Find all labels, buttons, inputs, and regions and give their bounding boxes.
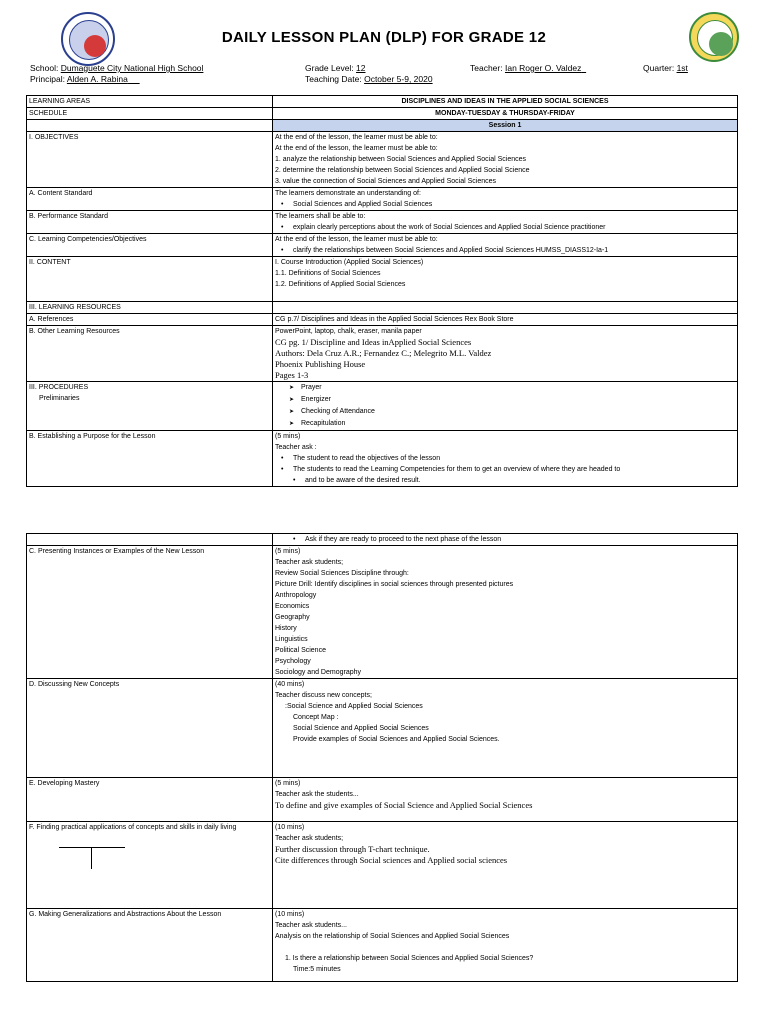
quarter-line: Quarter: 1st [643,63,688,73]
preliminaries-content: ➤ Prayer ➤ Energizer ➤ Checking of Attendance ➤ Recapitulation [273,382,738,431]
teacher-value: Ian Roger O. Valdez [504,63,582,73]
school-value: Dumaguete City National High School [60,63,204,73]
table-row [27,546,738,679]
principal-value: Alden A. Rabina [66,74,128,84]
t-chart-diagram [29,833,270,873]
generalizations-label: G. Making Generalizations and Abstractions About the Lesson [27,909,273,982]
presenting-label: C. Presenting Instances or Examples of the New Lesson [27,546,273,679]
table-row [27,382,738,431]
table-row [27,188,738,211]
teacher-line: Teacher: Ian Roger O. Valdez [470,63,586,74]
discussing-label: D. Discussing New Concepts [27,679,273,778]
table-row [27,314,738,326]
table-row: • Ask if they are ready to proceed to the next phase of the lesson [27,534,738,546]
presenting-content: (5 mins) Teacher ask students; Review Social Sciences Discipline through: Picture Drill: Identify disciplines in social sciences through presented pictures Anthropology Economics Geography History Linguistics Political Science Psychology Sociology and Demography [273,546,738,679]
performance-standard-label: B. Performance Standard [27,211,273,234]
references-content: CG p.7/ Disciplines and Ideas in the Applied Social Sciences Rex Book Store [273,314,738,326]
objectives-content: At the end of the lesson, the learner must be able to: At the end of the lesson, the learner must be able to: 1. analyze the relationship between Social Sciences and Applied Social Sciences 2. determine the relationship between Social Sciences and Applied Social Science 3. value the connection of Social Sciences and Applied Social Sciences [273,132,738,188]
learning-areas-value: DISCIPLINES AND IDEAS IN THE APPLIED SOCIAL SCIENCES [273,96,738,108]
schedule-value: MONDAY-TUESDAY & THURSDAY-FRIDAY [273,108,738,120]
table-row [27,132,738,188]
principal-line: Principal: Alden A. Rabina [30,74,140,85]
other-resources-label: B. Other Learning Resources [27,326,273,382]
preliminaries-label: Preliminaries [39,395,80,402]
lesson-plan-table-page2 [26,533,738,982]
other-resources-content: PowerPoint, laptop, chalk, eraser, manila paper CG pg. 1/ Discipline and Ideas inApplied Social Sciences Authors: Dela Cruz A.R.; Fernandez C.; Melegrito M.L. Valdez Phoenix Publishing House Pages 1-3 [273,326,738,382]
teaching-date-value: October 5-9, 2020 [364,74,433,84]
table-row [27,302,738,314]
session-header: Session 1 [273,120,738,132]
content-standard-content: The learners demonstrate an understanding of: • Social Sciences and Applied Social Sciences [273,188,738,211]
practical-content: (10 mins) Teacher ask students; Further discussion through T-chart technique. Cite differences through Social sciences and Applied social sciences [273,822,738,909]
quarter-value: 1st [676,63,688,73]
table-row [27,326,738,382]
school-line: School: Dumaguete City National High School [30,63,204,73]
content-content: I. Course Introduction (Applied Social Sciences) 1.1. Definitions of Social Sciences 1.2. Definitions of Applied Social Sciences [273,257,738,302]
teaching-date-line: Teaching Date: October 5-9, 2020 [305,74,433,84]
mastery-label: E. Developing Mastery [27,778,273,822]
table-row [27,431,738,487]
learning-areas-label: LEARNING AREAS [27,96,273,108]
performance-standard-content: The learners shall be able to: • explain clearly perceptions about the work of Social Sciences and Applied Social Science practitioner [273,211,738,234]
page-title: DAILY LESSON PLAN (DLP) FOR GRADE 12 [221,29,547,46]
grade-value: 12 [356,63,366,73]
competencies-content: At the end of the lesson, the learner must be able to: • clarify the relationships between Social Sciences and Applied Social Sciences HUMSS_DIASS12-Ia-1 [273,234,738,257]
schedule-label: SCHEDULE [27,108,273,120]
purpose-content: (5 mins) Teacher ask : • The student to read the objectives of the lesson • The students to read the Learning Competencies for them to get an overview of where they are headed to • and to be aware of the desired result. [273,431,738,487]
table-row [27,679,738,778]
table-row [27,234,738,257]
table-row [27,108,738,120]
discussing-content: (40 mins) Teacher discuss new concepts; :Social Science and Applied Social Sciences Concept Map : Social Science and Applied Social Sciences Provide examples of Social Sciences and Applied Social Sciences. [273,679,738,778]
objectives-label: I. OBJECTIVES [27,132,273,188]
practical-label: F. Finding practical applications of concepts and skills in daily living [27,822,273,909]
content-label: II. CONTENT [27,257,273,302]
table-row [27,909,738,982]
generalizations-content: (10 mins) Teacher ask students... Analysis on the relationship of Social Sciences and Applied Social Sciences 1. Is there a relationship between Social Sciences and Applied Social Sciences? Time:5 minutes [273,909,738,982]
table-row [27,822,738,909]
lesson-plan-table-page1 [26,95,738,487]
procedures-label: III. PROCEDURES Preliminaries [27,382,273,431]
competencies-label: C. Learning Competencies/Objectives [27,234,273,257]
table-row [27,211,738,234]
purpose-label: B. Establishing a Purpose for the Lesson [27,431,273,487]
grade-line: Grade Level: 12 [305,63,366,73]
table-row [27,120,738,132]
table-row [27,778,738,822]
mastery-content: (5 mins) Teacher ask the students... To define and give examples of Social Science and Applied Social Sciences [273,778,738,822]
resources-label: III. LEARNING RESOURCES [27,302,273,314]
content-standard-label: A. Content Standard [27,188,273,211]
references-label: A. References [27,314,273,326]
table-row [27,257,738,302]
table-row [27,96,738,108]
